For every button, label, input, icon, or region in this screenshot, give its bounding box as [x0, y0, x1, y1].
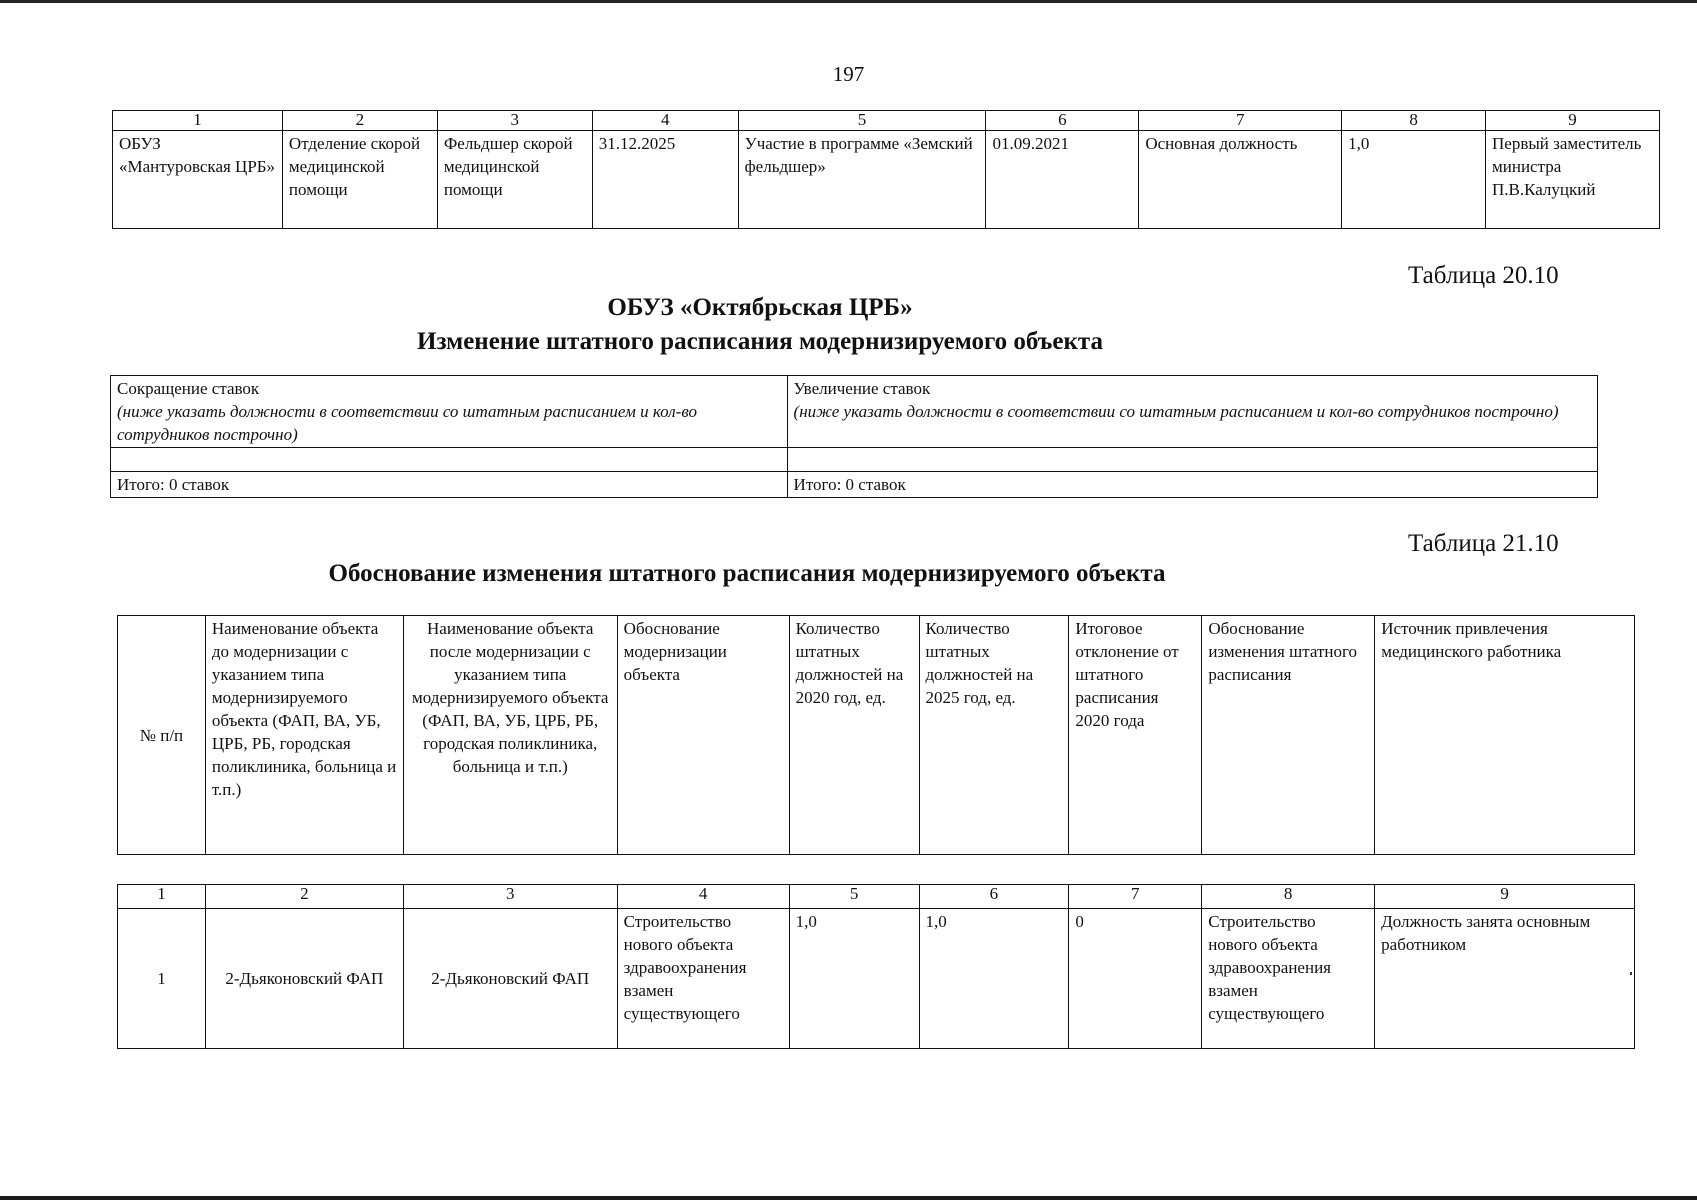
table-21-title: Обоснование изменения штатного расписания модернизируемого объекта — [328, 560, 1166, 587]
page-number: 197 — [832, 62, 865, 86]
increase-header — [787, 376, 1597, 448]
cell-program: Участие в программе «Земский фельдшер» — [738, 131, 986, 229]
cuts-total: Итого: 0 ставок — [111, 472, 788, 498]
cell-rate: 1,0 — [1342, 131, 1486, 229]
table-prev-continuation — [112, 110, 1660, 229]
cell-object-before: 2-Дьяконовский ФАП — [205, 909, 403, 1049]
col-number: 5 — [789, 885, 919, 909]
table-20-label: Таблица 20.10 — [1408, 262, 1559, 289]
cell-object-after: 2-Дьяконовский ФАП — [403, 909, 617, 1049]
cell-position: Фельдшер скорой медицинской помощи — [437, 131, 592, 229]
col-number: 3 — [437, 111, 592, 131]
cell-staffing-change-reason: Строительство нового объекта здравоохранения взамен существующего — [1202, 909, 1375, 1049]
col-number: 6 — [986, 111, 1139, 131]
cell-staff-2025: 1,0 — [919, 909, 1069, 1049]
table-20 — [110, 375, 1598, 498]
table-21-header — [117, 615, 1635, 855]
col-number: 4 — [592, 111, 738, 131]
cell-source: Должность занята основным работником — [1375, 909, 1635, 1049]
col-number: 2 — [205, 885, 403, 909]
cuts-header — [111, 376, 788, 448]
increase-total: Итого: 0 ставок — [787, 472, 1597, 498]
cell-organization: ОБУЗ «Мантуровская ЦРБ» — [113, 131, 283, 229]
col-header-source: Источник привлечения медицинского работника — [1375, 616, 1635, 855]
scan-speck — [1630, 972, 1632, 975]
cell-date: 01.09.2021 — [986, 131, 1139, 229]
col-header-modernization-reason: Обоснование модернизации объекта — [617, 616, 789, 855]
col-number: 5 — [738, 111, 986, 131]
cell-position-type: Основная должность — [1139, 131, 1342, 229]
cell-modernization-reason: Строительство нового объекта здравоохранения взамен существующего — [617, 909, 789, 1049]
col-number: 1 — [113, 111, 283, 131]
col-header-number: № п/п — [118, 616, 206, 855]
col-number: 7 — [1069, 885, 1202, 909]
col-header-staff-2020: Количество штатных должностей на 2020 год, ед. — [789, 616, 919, 855]
col-number: 6 — [919, 885, 1069, 909]
col-number: 4 — [617, 885, 789, 909]
cuts-header-title: Сокращение ставок — [117, 379, 260, 398]
col-header-deviation: Итоговое отклонение от штатного расписания 2020 года — [1069, 616, 1202, 855]
col-header-staffing-change-reason: Обоснование изменения штатного расписания — [1202, 616, 1375, 855]
col-header-object-before: Наименование объекта до модернизации с указанием типа модернизируемого объекта (ФАП, ВА, УБ, ЦРБ, РБ, городская поликлиника, больница и т.п.) — [205, 616, 403, 855]
col-number: 2 — [282, 111, 437, 131]
increase-header-note: (ниже указать должности в соответствии со штатным расписанием и кол-во сотрудников построчно) — [793, 402, 1559, 421]
increase-header-title: Увеличение ставок — [793, 379, 931, 398]
col-number: 7 — [1139, 111, 1342, 131]
table-21-label: Таблица 21.10 — [1408, 530, 1559, 557]
cuts-header-note: (ниже указать должности в соответствии со штатным расписанием и кол-во сотрудников построчно) — [117, 402, 697, 444]
col-number: 9 — [1486, 111, 1660, 131]
col-header-object-after: Наименование объекта после модернизации с указанием типа модернизируемого объекта (ФАП, ВА, УБ, ЦРБ, РБ, городская поликлиника, больница и т.п.) — [403, 616, 617, 855]
cell-row-number: 1 — [118, 909, 206, 1049]
col-number: 1 — [118, 885, 206, 909]
cell-staff-2020: 1,0 — [789, 909, 919, 1049]
col-header-staff-2025: Количество штатных должностей на 2025 год, ед. — [919, 616, 1069, 855]
cell-date: 31.12.2025 — [592, 131, 738, 229]
table-21-body — [117, 884, 1635, 1049]
table-20-subtitle: Изменение штатного расписания модернизируемого объекта — [417, 328, 1103, 355]
col-number: 3 — [403, 885, 617, 909]
empty-cell — [111, 448, 788, 472]
cell-signatory: Первый заместитель министра П.В.Калуцкий — [1486, 131, 1660, 229]
empty-cell — [787, 448, 1597, 472]
col-number: 8 — [1202, 885, 1375, 909]
cell-deviation: 0 — [1069, 909, 1202, 1049]
cell-department: Отделение скорой медицинской помощи — [282, 131, 437, 229]
col-number: 8 — [1342, 111, 1486, 131]
table-20-title: ОБУЗ «Октябрьская ЦРБ» — [607, 294, 913, 321]
col-number: 9 — [1375, 885, 1635, 909]
